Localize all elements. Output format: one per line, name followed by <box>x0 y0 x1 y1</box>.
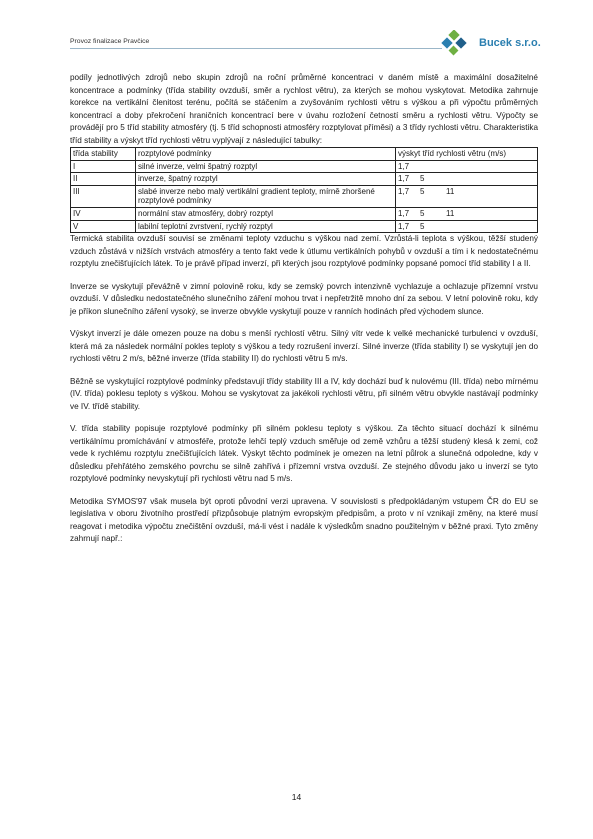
stability-class-cell: IV <box>71 207 136 220</box>
document-body <box>70 72 538 546</box>
table-row <box>71 173 538 186</box>
conditions-cell: slabé inverze nebo malý vertikální gradient teploty, mírně zhoršené rozptylové podmínky <box>136 185 396 207</box>
stability-class-table <box>70 147 538 233</box>
conditions-cell: silné inverze, velmi špatný rozptyl <box>136 160 396 173</box>
page-number: 14 <box>291 792 302 802</box>
table-header-cell: třída stability <box>71 148 136 161</box>
table-row <box>71 220 538 233</box>
table-row <box>71 160 538 173</box>
stability-class-cell: V <box>71 220 136 233</box>
stability-class-cell: II <box>71 173 136 186</box>
paragraph: Běžně se vyskytující rozptylové podmínky představují třídy stability III a IV, kdy dochází buď k nulovému (III. třída) nebo mírnému (IV. třída) poklesu teploty s výškou. Mohou se vyskytovat za jakékoli rychlosti větru, při silném větru obvykle nastávají podmínky ve IV. třídě stability. <box>70 376 538 411</box>
header-rule <box>70 48 442 49</box>
conditions-cell: normální stav atmosféry, dobrý rozptyl <box>136 207 396 220</box>
paragraph: podíly jednotlivých zdrojů nebo skupin zdrojů na roční průměrné koncentraci v daném místě a maximální dosažitelné koncentrace a podmínky (třída stability ovzduší, směr a rychlost větru), za kterých se mohou vyskytovat. Metodika zahrnuje korekce na vertikální členitost terénu, počítá se stáčením a zvyšováním rychlosti větru s výškou a při výpočtu průměrných koncentrací a doby překročení hraničních koncentrací bere v úvahu rozložení četností směru a rychlosti větru. Výpočty se provádějí pro 5 tříd stability atmosféry (tj. 5 tříd schopnosti atmosféry rozptylovat příměsi) a 3 třídy rychlosti větru. Charakteristika tříd stability a výskyt tříd rychlosti větru vyplývají z následující tabulky: <box>70 73 538 145</box>
wind-speeds-cell: 1,7 <box>396 160 538 173</box>
paragraph: Výskyt inverzí je dále omezen pouze na dobu s menší rychlostí větru. Silný vítr vede k velké mechanické turbulenci v ovzduší, která má za následek normální pokles teploty s výškou a tedy rozrušení inverzí. Silné inverze (třída stability I) se vyskytují jen do rychlosti větru 2 m/s, běžné inverze (třída stability II) do rychlosti větru 5 m/s. <box>70 329 538 364</box>
company-name: Bucek s.r.o. <box>479 37 541 49</box>
wind-speeds-cell: 1,7 5 11 <box>396 185 538 207</box>
paragraph: Metodika SYMOS'97 však musela být oproti původní verzi upravena. V souvislosti s předpokládaným vstupem ČR do EU se legislativa v oboru životního prostředí přizpůsobuje platným evropským předpisům, a proto v ní vznikají změny, na které musí reagovat i metodika výpočtu znečištění ovzduší, má-li vést i nadále k výsledkům snadno použitelným v běžné praxi. Tyto změny zahrnují např.: <box>70 496 538 544</box>
conditions-cell: labilní teplotní zvrstvení, rychlý rozptyl <box>136 220 396 233</box>
table-header-row <box>71 148 538 161</box>
page-header <box>70 30 550 56</box>
diamond-logo-icon <box>438 30 474 56</box>
table-header-cell: rozptylové podmínky <box>136 148 396 161</box>
stability-class-cell: III <box>71 185 136 207</box>
wind-speeds-cell: 1,7 5 <box>396 220 538 233</box>
stability-class-cell: I <box>71 160 136 173</box>
paragraph: Inverze se vyskytují převážně v zimní polovině roku, kdy se zemský povrch intenzivně vychlazuje a ochlazuje přízemní vrstvu ovzduší. V důsledku nedostatečného slunečního záření mohou trvat i nepřetržitě mnoho dní za sebou. V letní polovině roku, kdy je příkon slunečního záření vysoký, se inverze obvykle vyskytují pouze v ranních hodinách před východem slunce. <box>70 281 538 316</box>
table-header-cell: výskyt tříd rychlosti větru (m/s) <box>396 148 538 161</box>
company-logo <box>438 30 550 56</box>
table-row <box>71 207 538 220</box>
paragraph: V. třída stability popisuje rozptylové podmínky při silném poklesu teploty s výškou. Za těchto situací dochází k silnému vertikálnímu promíchávání v atmosféře, protože lehčí teplý vzduch směřuje od země vzhůru a těžší studený klesá k zemi, což vede k rychlému rozptylu znečišťujících látek. Výskyt těchto podmínek je omezen na letní půlrok a slunečná odpoledne, kdy v důsledku přehřátého zemského povrchu se silně zahřívá i přízemní vrstva ovzduší. Ze stejného důvodu jako u inverzí se tyto rozptylové podmínky nevyskytují při rychlosti větru nad 5 m/s. <box>70 424 538 484</box>
document-title: Provoz finalizace Pravčice <box>70 38 150 45</box>
wind-speeds-cell: 1,7 5 11 <box>396 207 538 220</box>
paragraph: Termická stabilita ovzduší souvisí se změnami teploty vzduchu s výškou nad zemí. Vzrůstá-li teplota s výškou, těžší studený vzduch zůstává v nižších vrstvách atmosféry a tento fakt vede k útlumu vertikálních pohybů v ovzduší a tím i k nedostatečnému rozptylu znečišťujících látek. To je právě případ inverzí, při kterých jsou rozptylové podmínky popsané pomocí tříd stability I a II. <box>70 234 538 269</box>
conditions-cell: inverze, špatný rozptyl <box>136 173 396 186</box>
wind-speeds-cell: 1,7 5 <box>396 173 538 186</box>
table-row <box>71 185 538 207</box>
